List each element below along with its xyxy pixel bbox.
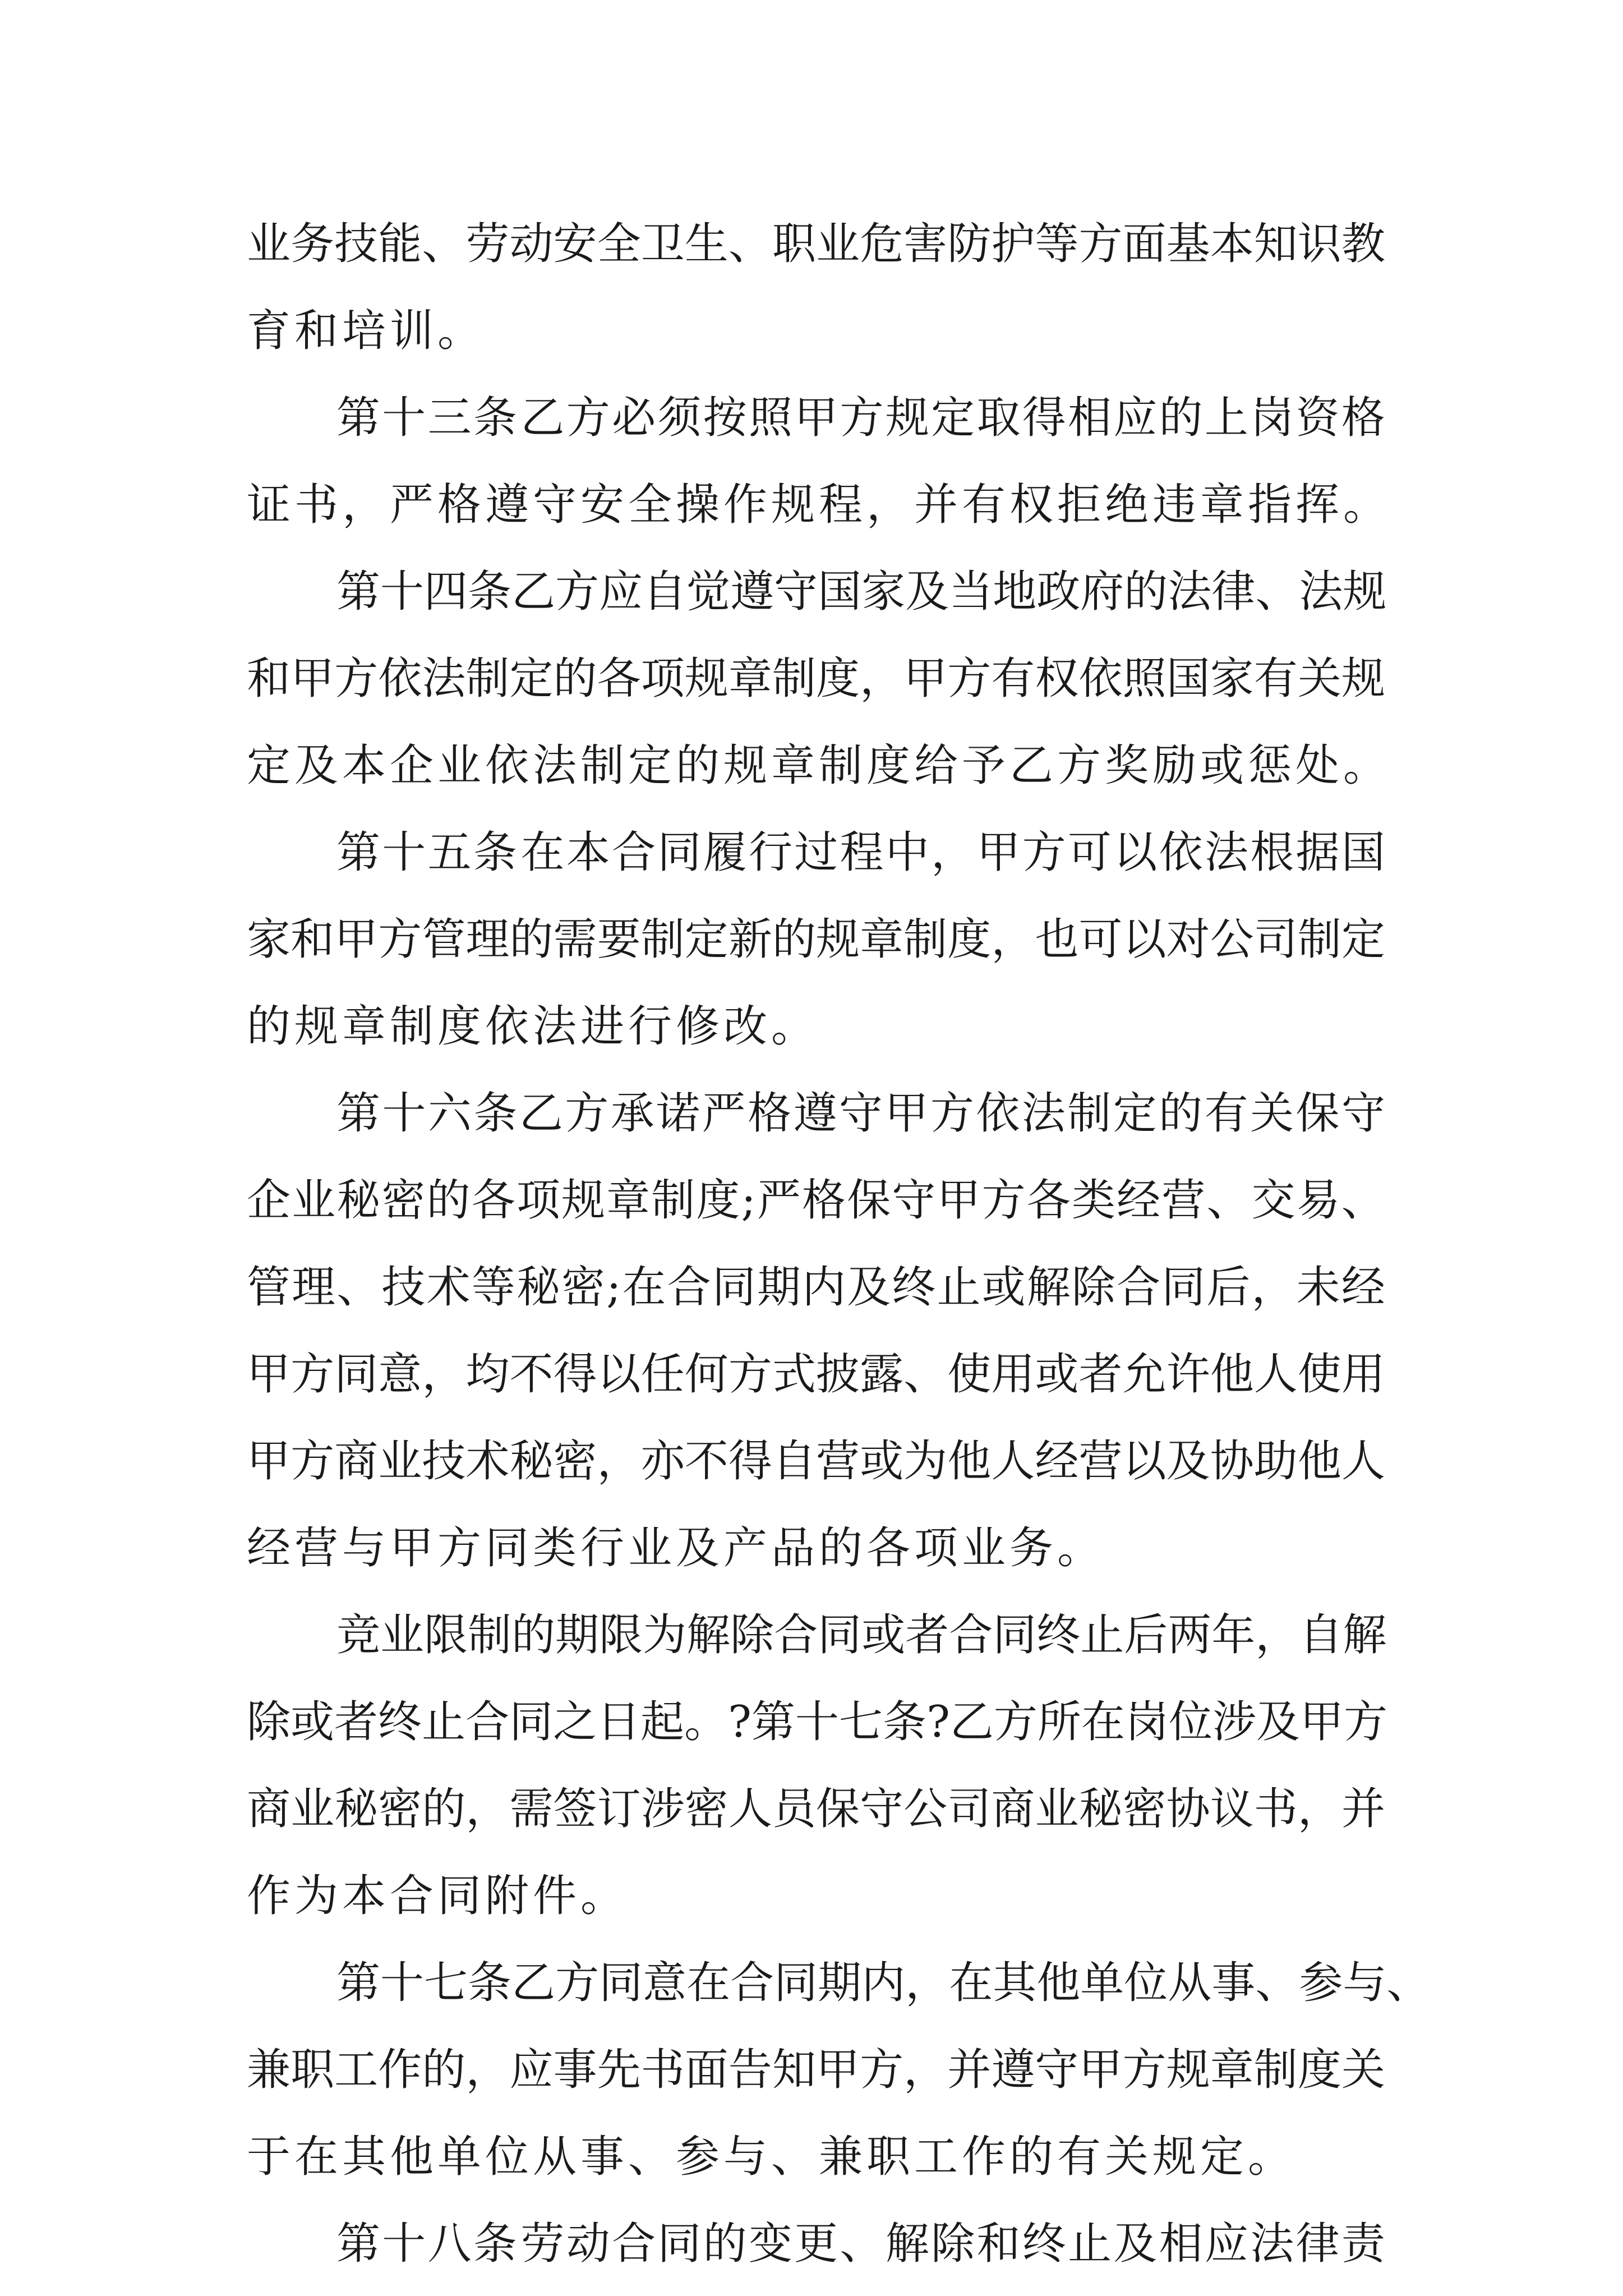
text-line: 的规章制度依法进行修改。 [247, 1001, 819, 1052]
text-line: 第 十 六 条 乙 方 承 诺 严 格 遵 守 甲 方 依 法 制 定 的 有 关 保 守 [336, 1088, 1385, 1139]
text-line: 经营与甲方同类行业及产品的各项业务。 [247, 1523, 1105, 1573]
text-line: 育和培训。 [247, 306, 486, 356]
text-line: 第 十 八 条 劳 动 合 同 的 变 更 、 解 除 和 终 止 及 相 应 法 律 责 [336, 2219, 1385, 2269]
text-line: 第 十 五 条 在 本 合 同 履 行 过 程 中 ， 甲 方 可 以 依 法 根 据 国 [336, 827, 1385, 878]
text-line: 管 理 、 技 术 等 秘 密 ; 在 合 同 期 内 及 终 止 或 解 除 合 同 后 ， 未 经 [247, 1262, 1385, 1313]
text-line: 除 或 者 终 止 合 同 之 日 起 。 ? 第 十 七 条 ? 乙 方 所 在 岗 位 涉 及 甲 方 [247, 1697, 1388, 1747]
text-line: 第 十 七 条 乙 方 同 意 在 合 同 期 内 ， 在 其 他 单 位 从 事 、 参 与 、 [336, 1958, 1431, 2008]
text-line: 甲 方 商 业 技 术 秘 密 ， 亦 不 得 自 营 或 为 他 人 经 营 以 及 协 助 他 人 [247, 1436, 1385, 1487]
text-line: 定及本企业依法制定的规章制度给予乙方奖励或惩处。 [247, 740, 1391, 791]
text-line: 于在其他单位从事、参与、兼职工作的有关规定。 [247, 2132, 1296, 2182]
text-line: 证书，严格遵守安全操作规程，并有权拒绝违章指挥。 [247, 480, 1391, 530]
text-line: 企 业 秘 密 的 各 项 规 章 制 度 ; 严 格 保 守 甲 方 各 类 经 营 、 交 易 、 [247, 1175, 1385, 1226]
text-line: 第 十 三 条 乙 方 必 须 按 照 甲 方 规 定 取 得 相 应 的 上 岗 资 格 [336, 393, 1385, 443]
text-line: 家 和 甲 方 管 理 的 需 要 制 定 新 的 规 章 制 度 ， 也 可 以 对 公 司 制 定 [247, 914, 1385, 965]
text-line: 第 十 四 条 乙 方 应 自 觉 遵 守 国 家 及 当 地 政 府 的 法 律 、 法 规 [336, 567, 1387, 617]
text-line: 兼 职 工 作 的 ， 应 事 先 书 面 告 知 甲 方 ， 并 遵 守 甲 方 规 章 制 度 关 [247, 2045, 1385, 2095]
text-line: 商 业 秘 密 的 ， 需 签 订 涉 密 人 员 保 守 公 司 商 业 秘 密 协 议 书 ， 并 [247, 1784, 1385, 1834]
text-line: 和 甲 方 依 法 制 定 的 各 项 规 章 制 度 ， 甲 方 有 权 依 照 国 家 有 关 规 [247, 654, 1385, 704]
text-line: 业 务 技 能 、 劳 动 安 全 卫 生 、 职 业 危 害 防 护 等 方 面 基 本 知 识 教 [247, 219, 1385, 269]
text-line: 作为本合同附件。 [247, 1871, 629, 1921]
text-line: 竞 业 限 制 的 期 限 为 解 除 合 同 或 者 合 同 终 止 后 两 年 ， 自 解 [336, 1610, 1387, 1660]
text-line: 甲 方 同 意 ， 均 不 得 以 任 何 方 式 披 露 、 使 用 或 者 允 许 他 人 使 用 [247, 1349, 1385, 1400]
